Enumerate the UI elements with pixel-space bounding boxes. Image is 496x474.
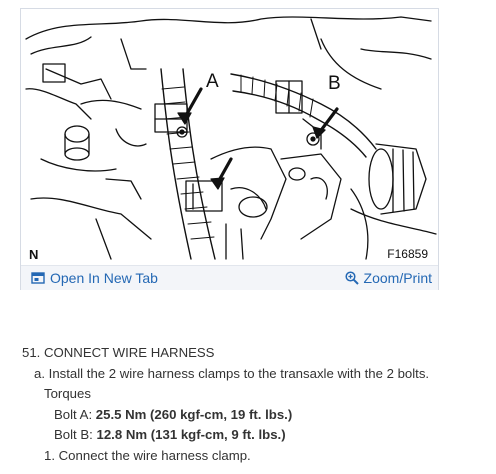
step-title: 51. CONNECT WIRE HARNESS — [22, 345, 215, 360]
figure-toolbar — [21, 265, 438, 290]
wire-harness-diagram[interactable] — [21, 9, 438, 265]
figure-card — [20, 8, 439, 290]
bolt-b-torque — [22, 425, 487, 446]
zoom-magnifier-icon — [345, 271, 359, 285]
figure-corner-letter: N — [29, 247, 39, 262]
callout-label-a: A — [206, 71, 219, 92]
open-in-new-tab-label: Open In New Tab — [50, 270, 158, 286]
bolt-b-label: Bolt B: — [54, 427, 97, 443]
bolt-a-value: 25.5 Nm (260 kgf-cm, 19 ft. lbs.) — [95, 406, 293, 422]
figure-code: F16859 — [387, 247, 428, 261]
open-in-new-tab-icon — [31, 272, 45, 284]
callout-label-b: B — [328, 73, 341, 94]
zoom-print-button[interactable] — [345, 269, 432, 287]
open-in-new-tab-button[interactable] — [31, 269, 158, 287]
substep-1: 1. Connect the wire harness clamp. — [44, 447, 251, 463]
substep-a: a. Install the 2 wire harness clamps to the transaxle with the 2 bolts. — [34, 365, 430, 381]
procedure-steps — [22, 343, 487, 467]
zoom-print-label: Zoom/Print — [363, 270, 432, 286]
torques-heading: Torques — [44, 386, 91, 402]
diagram-drawing — [21, 9, 438, 265]
bolt-b-value: 12.8 Nm (131 kgf-cm, 9 ft. lbs.) — [96, 427, 286, 443]
bolt-a-label: Bolt A: — [54, 406, 96, 422]
bolt-a-torque — [22, 405, 487, 426]
